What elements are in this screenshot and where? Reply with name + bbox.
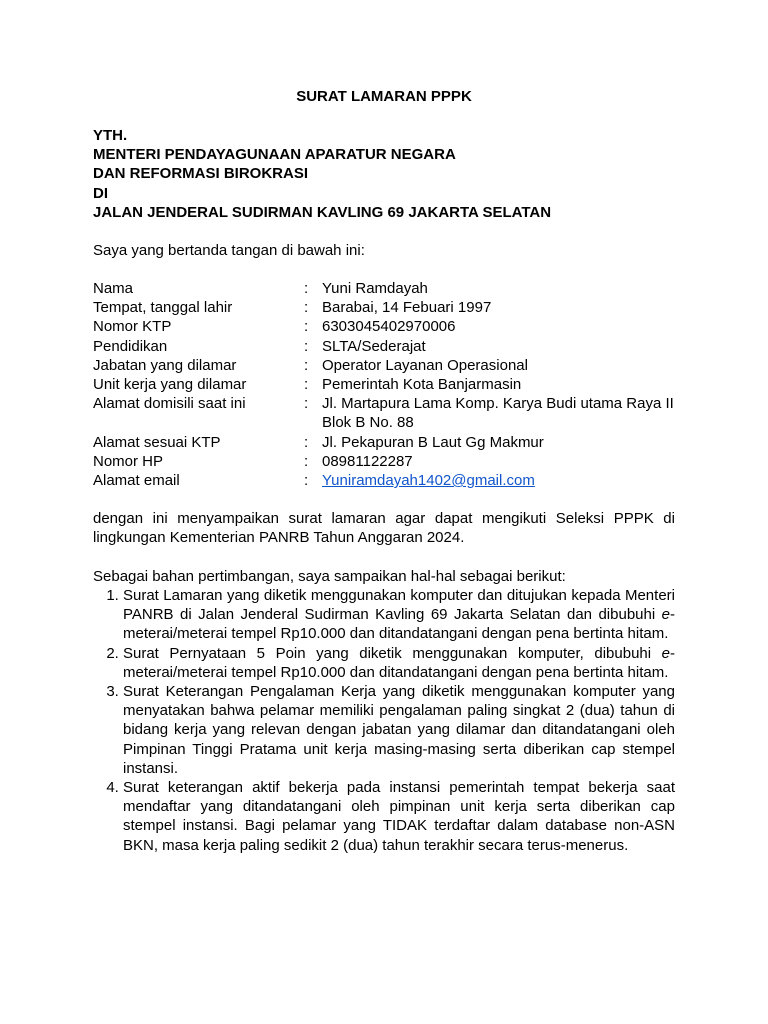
field-label: Alamat sesuai KTP (93, 433, 221, 451)
field-row (93, 375, 675, 394)
field-colon: : (304, 452, 309, 470)
closing-paragraph: dengan ini menyampaikan surat lamaran agar dapat mengikuti Seleksi PPPK di lingkungan Kementerian PANRB Tahun Anggaran 2024. (93, 510, 675, 547)
field-value: 08981122287 (322, 452, 413, 470)
item-text: Surat Lamaran yang diketik menggunakan komputer dan ditujukan kepada Menteri PANRB di Jalan Jenderal Sudirman Kavling 69 Jakarta Selatan dan dibubuhi (123, 587, 675, 624)
item-emphasis: e (661, 644, 670, 662)
field-value: Yuni Ramdayah (322, 280, 428, 297)
field-colon: : (304, 356, 309, 374)
field-label: Nomor HP (93, 452, 164, 470)
field-row (93, 298, 675, 317)
applicant-fields (93, 279, 675, 490)
field-label: Pendidikan (93, 337, 168, 355)
item-emphasis: e (661, 606, 670, 624)
list-item (123, 778, 675, 855)
item-text-tail: -meterai/meterai tempel Rp10.000 dan ditandatangani dengan pena bertinta hitam. (123, 644, 675, 681)
field-colon: : (304, 433, 309, 451)
recipient-line: MENTERI PENDAYAGUNAAN APARATUR NEGARA (93, 146, 456, 164)
field-label: Nama (93, 280, 134, 297)
field-row (93, 337, 675, 356)
recipient-line: DI (93, 184, 108, 202)
field-value: Jl. Pekapuran B Laut Gg Makmur (322, 433, 544, 451)
intro-text: Saya yang bertanda tangan di bawah ini: (93, 242, 365, 259)
recipient-line: JALAN JENDERAL SUDIRMAN KAVLING 69 JAKARTA SELATAN (93, 203, 552, 221)
recipient-line: DAN REFORMASI BIROKRASI (93, 165, 309, 183)
field-value: Operator Layanan Operasional (322, 356, 528, 374)
field-label: Alamat email (93, 472, 180, 490)
field-row (93, 317, 675, 336)
letter-title: SURAT LAMARAN PPPK (296, 88, 472, 105)
field-row (93, 452, 675, 471)
field-colon: : (304, 299, 309, 317)
field-label: Unit kerja yang dilamar (93, 376, 247, 394)
field-row (93, 279, 675, 298)
field-colon: : (304, 337, 309, 355)
field-label: Alamat domisili saat ini (93, 395, 246, 413)
field-label: Jabatan yang dilamar (93, 356, 237, 374)
item-text: Surat keterangan aktif bekerja pada instansi pemerintah tempat bekerja saat mendaftar yang ditandatangani oleh pimpinan unit kerja serta diberikan cap stempel instansi. Bagi pelamar yang TIDAK terdaftar dalam database non-ASN BKN, masa kerja paling sedikit 2 (dua) tahun terakhir secara terus-menerus. (123, 779, 675, 854)
field-colon: : (304, 318, 309, 336)
field-colon: : (304, 472, 309, 490)
field-value: Barabai, 14 Febuari 1997 (322, 299, 492, 317)
field-value: SLTA/Sederajat (322, 337, 426, 355)
requirements-lead: Sebagai bahan pertimbangan, saya sampaikan hal-hal sebagai berikut: (93, 568, 566, 585)
item-text: Surat Pernyataan 5 Poin yang diketik menggunakan komputer, dibubuhi (123, 644, 662, 662)
email-link[interactable]: Yuniramdayah1402@gmail.com (322, 472, 535, 490)
field-colon: : (304, 280, 309, 297)
field-value: Pemerintah Kota Banjarmasin (322, 376, 522, 394)
field-colon: : (304, 376, 309, 394)
field-label: Tempat, tanggal lahir (93, 299, 233, 317)
list-item (123, 586, 675, 644)
field-row (93, 356, 675, 375)
list-item (123, 682, 675, 778)
recipient-block (93, 126, 551, 222)
requirements-list (93, 586, 675, 855)
field-value (322, 471, 675, 490)
field-value: Jl. Martapura Lama Komp. Karya Budi utama Raya II Blok B No. 88 (322, 395, 674, 432)
list-item (123, 644, 675, 682)
item-text-tail: -meterai/meterai tempel Rp10.000 dan ditandatangani dengan pena bertinta hitam. (123, 606, 675, 643)
field-row (93, 471, 675, 490)
field-row (93, 394, 675, 432)
recipient-line: YTH. (93, 127, 128, 144)
field-value: 6303045402970006 (322, 318, 456, 336)
field-colon: : (304, 395, 309, 413)
item-text: Surat Keterangan Pengalaman Kerja yang diketik menggunakan komputer yang menyatakan bahwa pelamar memiliki pengalaman paling singkat 2 (dua) tahun di bidang kerja yang relevan dengan jabatan yang dilamar dan ditandatangani oleh Pimpinan Tinggi Pratama unit kerja masing-masing serta diberikan cap stempel instansi. (123, 683, 675, 777)
field-label: Nomor KTP (93, 318, 172, 336)
field-row (93, 433, 675, 452)
